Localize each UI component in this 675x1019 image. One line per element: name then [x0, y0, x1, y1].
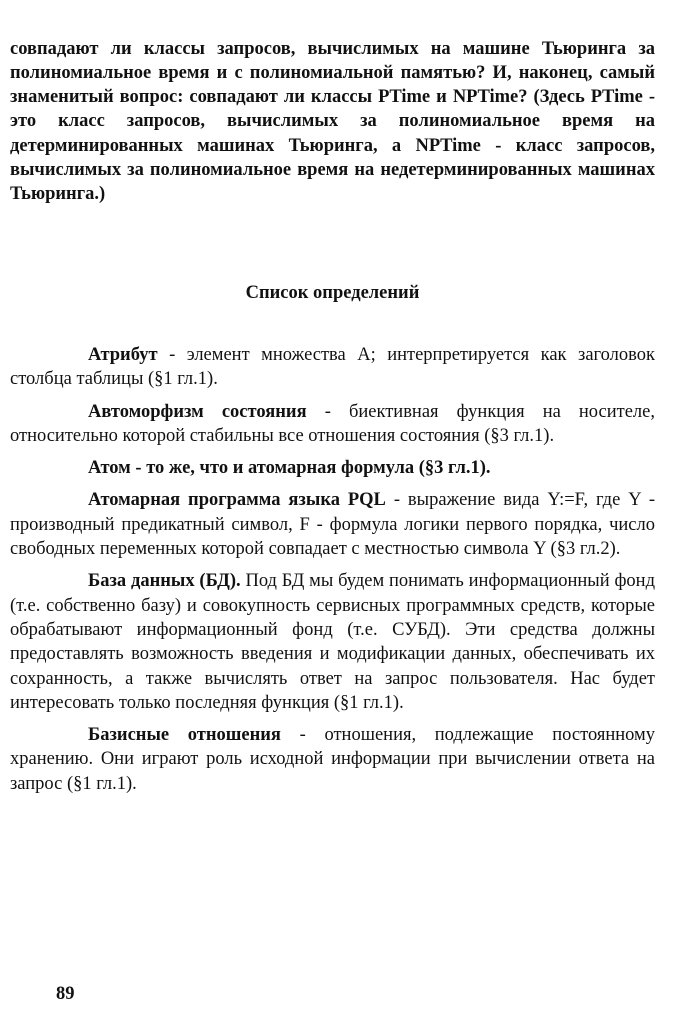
definition-term: База данных (БД).: [88, 571, 241, 592]
page-number: 89: [56, 984, 75, 1004]
definition-term: Базисные отношения: [88, 725, 281, 746]
definitions-list: [10, 343, 655, 804]
definition-atom: [10, 456, 655, 480]
definition-term: Атомарная программа языка PQL: [88, 490, 386, 511]
definition-body: Под БД мы будем понимать информационный фонд (т.е. собственно базу) и совокупность сервисных программных средств, которые обрабатывают информационный фонд (т.е. СУБД). Эти средства должны предоставлять возможность введения и модификации данных, обеспечивать их сохранность, а также вычислять ответ на запрос пользователя. Нас будет интересовать только последняя функция (§1 гл.1).: [10, 571, 655, 713]
definition-atomic-program: [10, 488, 655, 561]
definition-body: - то же, что и атомарная формула (§3 гл.1).: [130, 458, 491, 479]
definition-term: Атрибут: [88, 345, 158, 365]
definition-database: [10, 569, 655, 715]
definition-term: Автоморфизм состояния: [88, 401, 307, 422]
definition-base-relations: [10, 723, 655, 796]
definition-body: - отношения, подлежащие постоянному хранению. Они играют роль исходной информации при вычислении ответа на запрос (§1 гл.1).: [10, 725, 656, 794]
definition-body: - выражение вида Y:=F, где Y - производный предикатный символ, F - формула логики первого порядка, число свободных переменных которой совпадает с местностью символа Y (§3 гл.2).: [10, 490, 655, 560]
section-heading: Список определений: [245, 283, 420, 303]
definition-body: - биективная функция на носителе, относительно которой стабильны все отношения состояния (§3 гл.1).: [10, 401, 655, 446]
definition-body: - элемент множества A; интерпретируется как заголовок столбца таблицы (§1 гл.1).: [10, 345, 655, 390]
intro-paragraph: совпадают ли классы запросов, вычислимых на машине Тьюринга за полиномиальное время и с полиномиальной памятью? И, наконец, самый знаменитый вопрос: совпадают ли классы PTime и NPTime? (Здесь PTime - это класс запросов, вычислимых за полиномиальное время на детерминированных машинах Тьюринга, а NPTime - класс запросов, вычислимых за полиномиальное время на недетерминированных машинах Тьюринга.): [10, 38, 655, 205]
definition-attribute: [10, 343, 655, 392]
definition-state-automorphism: [10, 400, 655, 449]
definition-term: Атом: [88, 458, 131, 479]
